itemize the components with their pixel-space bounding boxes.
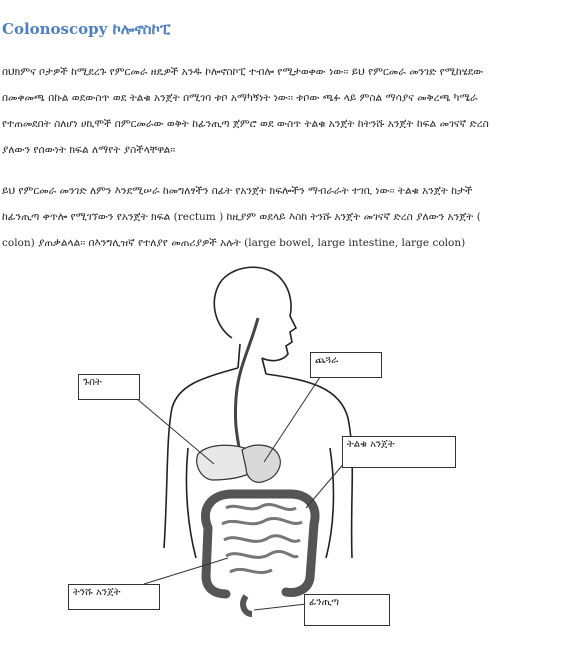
large-intestine-shape <box>205 494 315 592</box>
body-outline <box>164 267 352 558</box>
large-intestine-label: ትልቁ አንጀት <box>342 436 456 468</box>
ascending-colon-shape <box>206 528 226 594</box>
stomach-shape <box>242 445 280 482</box>
liver-leader <box>130 393 214 464</box>
small-intestine-label: ትንሹ አንጀት <box>68 584 160 610</box>
digestive-system-figure <box>0 258 562 646</box>
paragraph-line: ይህ የምርመራ መንገድ ለምን እንደሚሠራ ከመግለፃችን በፊት የአንጀት ክፍሎችን ማብራራት ተገቢ ነው፡፡ ትልቁ አንጀት ከታች <box>2 185 473 197</box>
paragraph-1 <box>2 59 558 163</box>
paragraph-line: በህክምና ቦታዎች ከሚደረጉ የምርመራ ዘዴዎች አንዱ ኮሎኖስኮፒ ተብሎ የሚታወቀው ነው፡፡ ይህ የምርመራ መንገድ የሚከሄደው <box>2 66 484 78</box>
paragraph-2 <box>2 178 558 256</box>
paragraph-line: colon) ያጠቃልላል፡፡ በእንግሊዝኛ የተለያየ መጠሪያዎች አሉት (large bowel, large intestine, large colon) <box>2 237 466 249</box>
liver-label: ጉበት <box>78 374 140 400</box>
anus-leader <box>254 604 306 610</box>
esophagus-shape <box>235 318 258 454</box>
small-intestine-shape <box>222 504 302 572</box>
paragraph-line: ያለውን የሰውነት ክፍል ለማየት ያስችላቸዋል፡፡ <box>2 144 176 156</box>
stomach-label: ጨጓራ <box>310 352 382 378</box>
document-title: Colonoscopy ኮሎኖስኮፒ <box>2 20 171 38</box>
stomach-leader <box>264 368 326 462</box>
anus-label: ፊንጢጣ <box>304 594 390 626</box>
rectum-shape <box>243 596 252 614</box>
paragraph-line: ከፊንጢጣ ቀጥሎ የሚገኘውን የአንጀት ክፍል (rectum ) ከዚያም ወደላይ እስከ ትንሹ አንጀት መገናኛ ድረስ ያለውን አንጀት ( <box>2 211 481 223</box>
small-intestine-leader <box>144 558 228 584</box>
paragraph-line: በመቀመጫ በኩል ወደውስጥ ወደ ትልቁ አንጀት በሚገባ ቱቦ አማካኝነት ነው፡፡ ቱቦው ጫፉ ላይ ምስል ማሳያና መቅረጫ ካሜራ <box>2 92 478 104</box>
paragraph-line: የተጠመደበት ስለሆነ ሀኪሞች በምርመራው ወቅት ከፊንጢጣ ጀምሮ ወደ ውስጥ ትልቁ አንጀት ከትንሹ አንጀት ከፍል መገናኛ ድረስ <box>2 118 489 130</box>
